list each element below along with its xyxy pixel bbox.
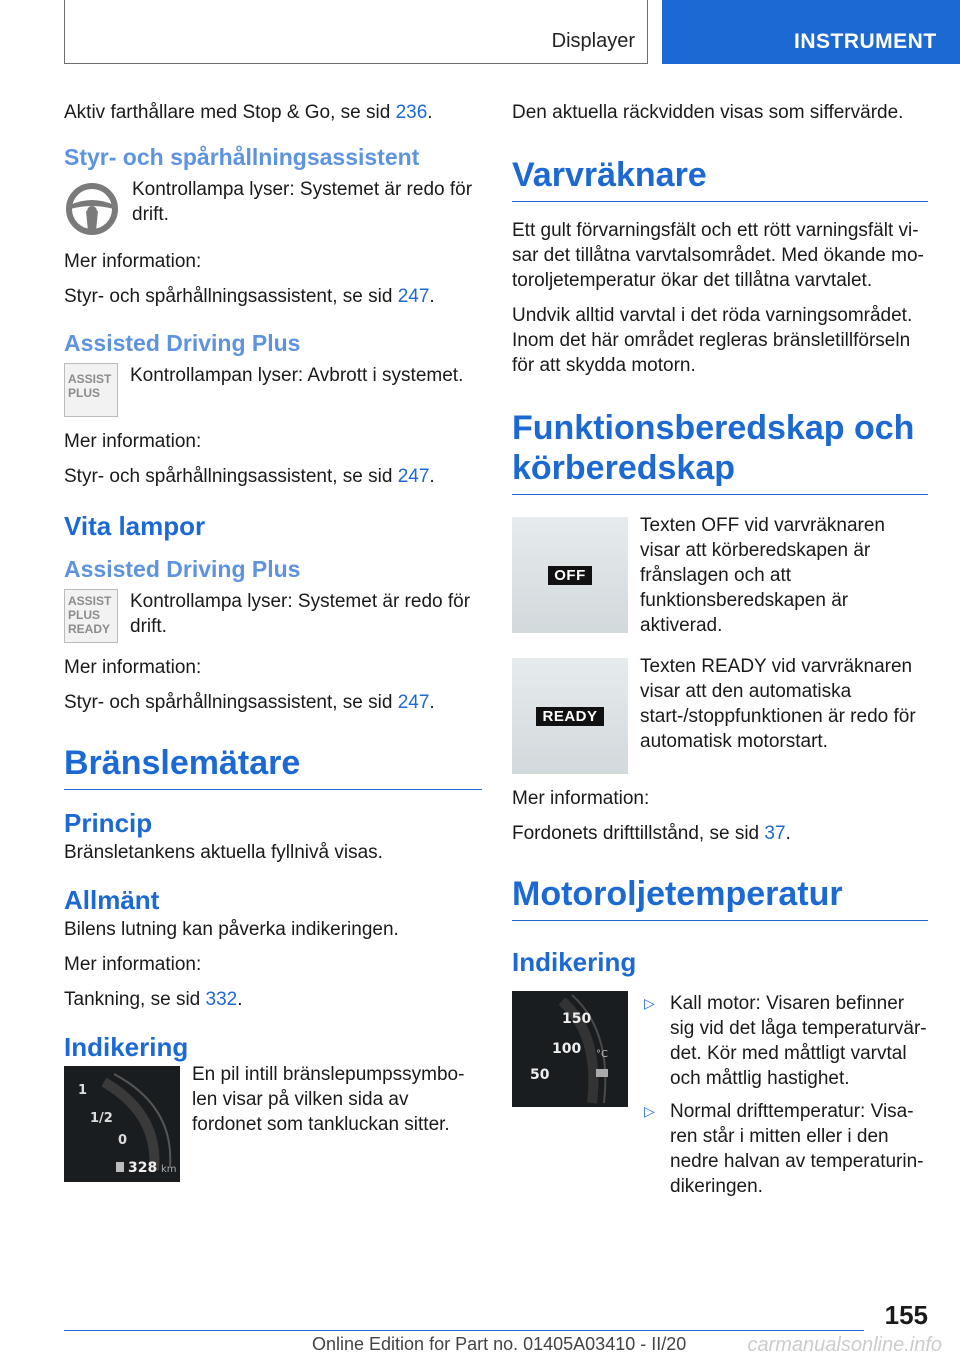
right-column	[512, 100, 928, 1219]
list-item	[640, 991, 928, 1091]
icon-line: PLUS	[68, 386, 101, 400]
oil-indication-heading: Indikering	[512, 947, 637, 977]
oil-can-icon	[596, 1069, 608, 1077]
assist-plus-lamp-row	[64, 363, 482, 417]
oil-temperature-list	[640, 991, 928, 1207]
fuel-indication-text: En pil intill bränslepumpssymbolen visar på vilken sida av fordonet som tankluckan sitter.	[192, 1064, 465, 1135]
reference-paragraph: Styr- och spårhållningsassistent, se sid 247.	[64, 692, 435, 713]
intro-paragraph: Aktiv farthållare med Stop & Go, se sid 236.	[64, 102, 433, 123]
fuel-range-unit: km	[161, 1164, 177, 1175]
icon-line: READY	[68, 622, 111, 636]
header-chapter-box	[662, 0, 960, 64]
ready-indicator-image	[512, 658, 628, 774]
triangle-bullet-icon: ▷	[644, 995, 655, 1011]
reference-paragraph: Tankning, se sid 332.	[64, 989, 243, 1010]
fuel-indication-row	[64, 1066, 482, 1182]
icon-line: ASSIST	[68, 372, 112, 386]
reference-text: Fordonets drifttillstånd, se sid	[512, 823, 765, 844]
off-indicator-text: Texten OFF vid varvräknaren visar att körberedskapen är frånslagen och att funktionsberedskapen är aktiverad.	[640, 515, 885, 636]
ready-indicator-text: Texten READY vid varvräknaren visar att den automatiska start-/stoppfunktionen är redo för automatisk motorstart.	[640, 656, 916, 752]
icon-line: PLUS	[68, 608, 101, 622]
off-chip: OFF	[548, 566, 592, 585]
fuel-gauge-heading: Bränslemätare	[64, 743, 482, 790]
ready-chip: READY	[536, 707, 603, 726]
oil-gauge-graphic	[512, 991, 628, 1107]
general-heading: Allmänt	[64, 885, 160, 915]
more-info-label: Mer information:	[64, 657, 202, 678]
oil-temp-unit: °C	[596, 1049, 608, 1060]
general-text: Bilens lutning kan påverka indikeringen.	[64, 919, 399, 940]
off-indicator-image	[512, 517, 628, 633]
steer-desc: Kontrollampa lyser: Systemet är redo för drift.	[132, 179, 473, 225]
readiness-heading: Funktionsberedskap och körberedskap	[512, 408, 928, 495]
fuel-half-label: 1/2	[90, 1111, 113, 1126]
page-link-332[interactable]: 332	[205, 989, 238, 1010]
reference-text: Styr- och spårhållningsassistent, se sid	[64, 286, 398, 307]
footer-edition: Online Edition for Part no. 01405A03410 - II/20	[312, 1334, 687, 1354]
header-section-box	[64, 0, 648, 64]
assist-plus-ready-lamp-row	[64, 589, 482, 643]
reference-paragraph: Styr- och spårhållningsassistent, se sid 247.	[64, 286, 435, 307]
footer-divider	[64, 1330, 864, 1331]
more-info-label: Mer information:	[512, 788, 650, 809]
reference-paragraph: Fordonets drifttillstånd, se sid 37.	[512, 823, 791, 844]
icon-line: ASSIST	[68, 594, 112, 608]
ready-indicator-row	[512, 658, 928, 774]
principle-heading: Princip	[64, 808, 153, 838]
fuel-empty-label: 0	[118, 1133, 128, 1148]
steer-lamp-row	[64, 177, 482, 237]
intro-text: Aktiv farthållare med Stop & Go, se sid	[64, 102, 396, 123]
assist-plus-icon	[64, 363, 118, 417]
more-info-label: Mer information:	[64, 954, 202, 975]
more-info-label: Mer information:	[64, 251, 202, 272]
fuel-gauge-graphic	[64, 1066, 180, 1182]
page-link-236[interactable]: 236	[395, 102, 428, 123]
header-section-title: Displayer	[551, 30, 635, 52]
watermark: carmanualsonline.info	[747, 1334, 942, 1356]
principle-text: Bränsletankens aktuella fyllnivå visas.	[64, 842, 383, 863]
page-link-247[interactable]: 247	[397, 692, 430, 713]
assist-plus-ready-desc: Kontrollampa lyser: Systemet är redo för drift.	[130, 591, 471, 637]
fuel-pump-icon	[116, 1162, 124, 1172]
assisted-driving-plus-heading: Assisted Driving Plus	[64, 556, 301, 582]
reference-text: Styr- och spårhållningsassistent, se sid	[64, 692, 398, 713]
triangle-bullet-icon: ▷	[644, 1103, 655, 1119]
white-lamps-heading: Vita lampor	[64, 511, 206, 541]
tachometer-paragraph-1: Ett gult förvarningsfält och ett rött varningsfält visar det tillåtna varvtalsområdet. Med ökande motoroljetemperatur ökar det tillåtna varvtalet.	[512, 220, 924, 291]
oil-gauge-image	[512, 991, 628, 1107]
page-link-247[interactable]: 247	[397, 466, 430, 487]
oil-temperature-heading: Motoroljetemperatur	[512, 874, 928, 921]
tachometer-heading: Varvräknare	[512, 155, 928, 202]
oil-indication-row	[512, 991, 928, 1207]
page-link-247[interactable]: 247	[397, 286, 430, 307]
fuel-full-label: 1	[78, 1083, 88, 1098]
assisted-driving-plus-heading: Assisted Driving Plus	[64, 330, 301, 356]
off-indicator-row	[512, 517, 928, 638]
more-info-label: Mer information:	[64, 431, 202, 452]
oil-temp-100-label: 100	[552, 1041, 582, 1057]
oil-temp-150-label: 150	[562, 1011, 592, 1027]
page-number: 155	[884, 1300, 928, 1330]
reference-paragraph: Styr- och spårhållningsassistent, se sid 247.	[64, 466, 435, 487]
page-link-37[interactable]: 37	[764, 823, 786, 844]
assist-plus-ready-icon	[64, 589, 118, 643]
list-item	[640, 1099, 928, 1199]
reference-text: Styr- och spårhållningsassistent, se sid	[64, 466, 398, 487]
list-item-text: Normal drifttemperatur: Visaren står i mitten eller i den nedre halvan av temperaturindikeringen.	[670, 1101, 924, 1197]
left-column	[64, 100, 482, 1194]
steering-wheel-icon	[64, 181, 120, 237]
header-chapter-title: INSTRUMENT	[794, 30, 937, 53]
range-text: Den aktuella räckvidden visas som siffervärde.	[512, 102, 904, 123]
indication-heading: Indikering	[64, 1032, 189, 1062]
assist-plus-desc: Kontrollampan lyser: Avbrott i systemet.	[130, 365, 464, 386]
oil-temp-50-label: 50	[530, 1067, 550, 1083]
steer-heading: Styr- och spårhållningsassistent	[64, 144, 420, 170]
reference-text: Tankning, se sid	[64, 989, 206, 1010]
list-item-text: Kall motor: Visaren befinner sig vid det låga temperaturvärdet. Kör med måttligt varvtal och måttlig hastighet.	[670, 993, 927, 1089]
fuel-range-value: 328	[128, 1160, 158, 1176]
tachometer-paragraph-2: Undvik alltid varvtal i det röda varningsområdet. Inom det här området regleras bränsletillförseln för att skydda motorn.	[512, 305, 913, 376]
fuel-gauge-image	[64, 1066, 180, 1182]
